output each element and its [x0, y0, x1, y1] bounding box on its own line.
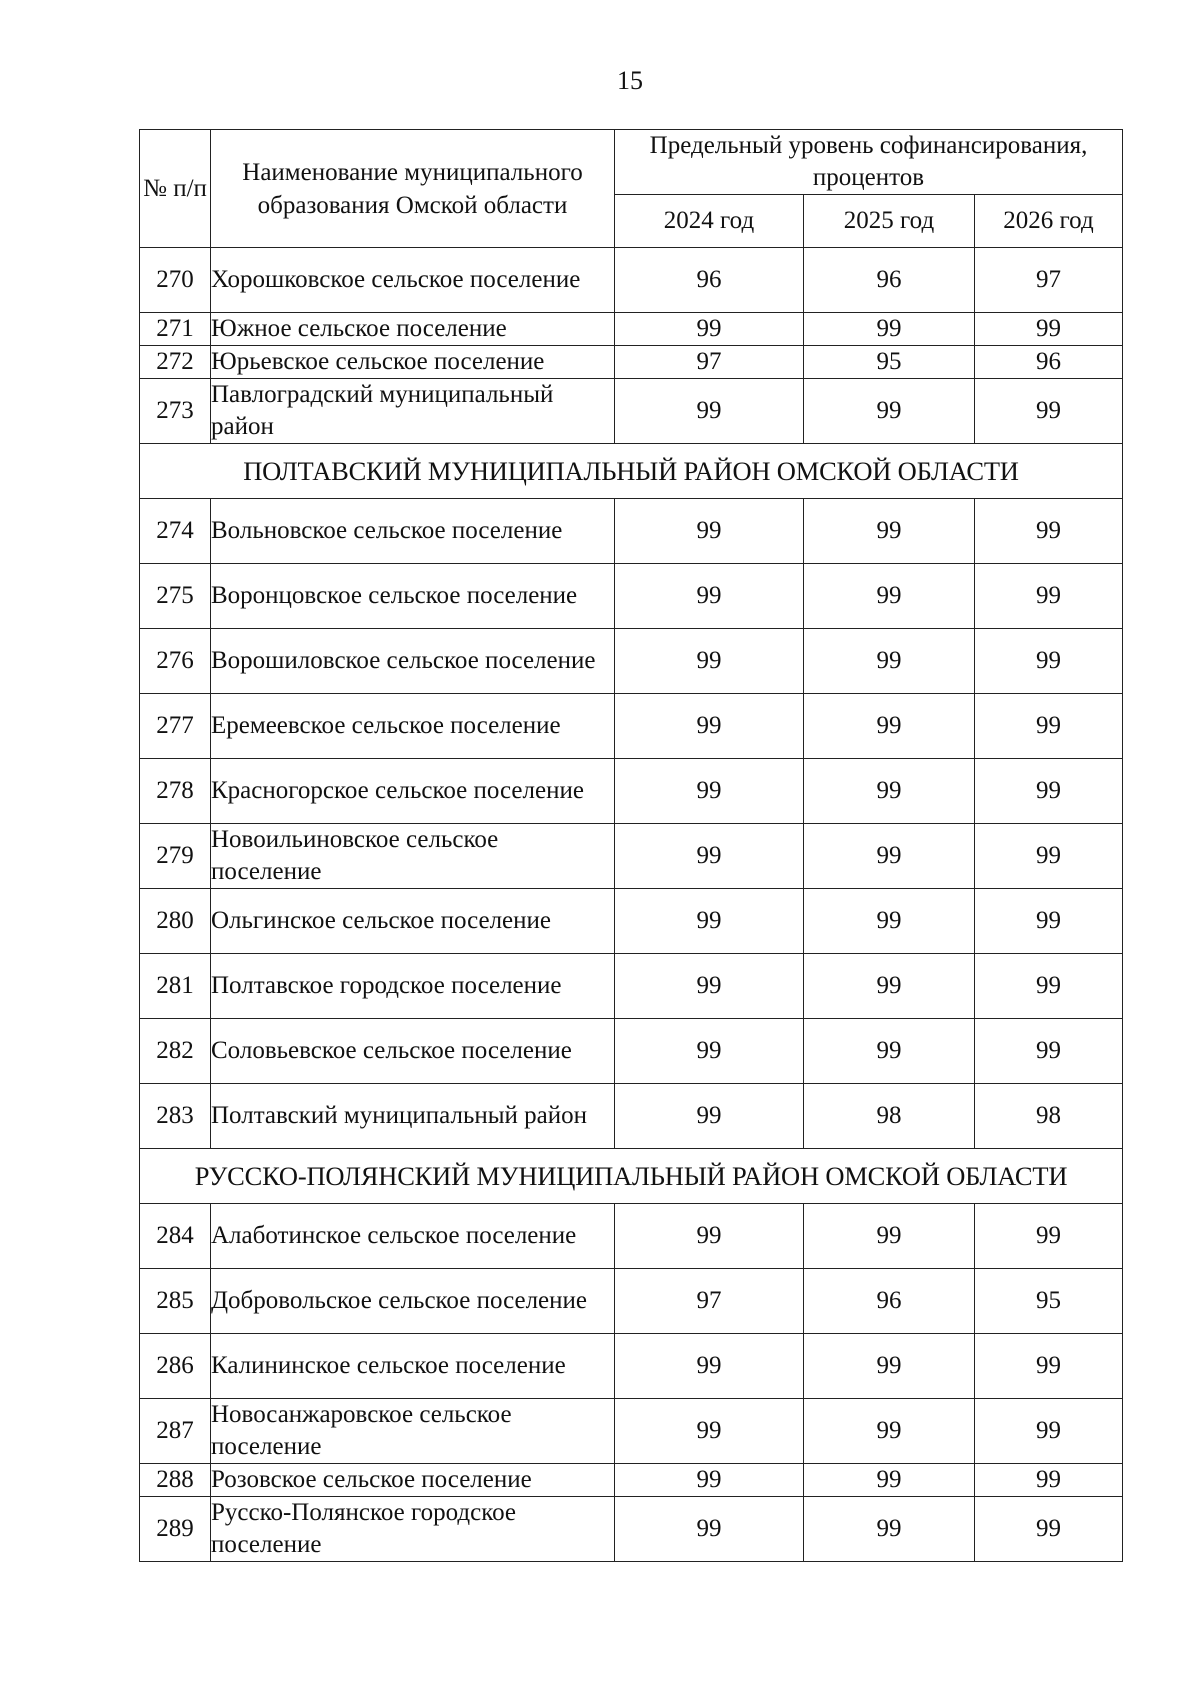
value-2024: 99	[615, 313, 804, 346]
value-2026: 99	[975, 694, 1123, 759]
value-2026: 99	[975, 824, 1123, 889]
value-2025: 99	[804, 313, 975, 346]
row-number: 281	[140, 954, 211, 1019]
municipality-name: Ольгинское сельское поселение	[211, 889, 615, 954]
value-2025: 98	[804, 1084, 975, 1149]
municipality-name: Соловьевское сельское поселение	[211, 1019, 615, 1084]
value-2024: 99	[615, 1019, 804, 1084]
value-2024: 99	[615, 954, 804, 1019]
value-2024: 96	[615, 248, 804, 313]
value-2024: 97	[615, 346, 804, 379]
value-2025: 99	[804, 379, 975, 444]
value-2026: 99	[975, 1399, 1123, 1464]
value-2026: 99	[975, 499, 1123, 564]
header-year-2026: 2026 год	[975, 195, 1123, 248]
table-row	[140, 1019, 1123, 1084]
table-row	[140, 954, 1123, 1019]
value-2026: 99	[975, 629, 1123, 694]
value-2024: 99	[615, 694, 804, 759]
municipality-name: Новоильиновское сельское поселение	[211, 824, 615, 889]
table-row	[140, 694, 1123, 759]
municipality-name: Хорошковское сельское поселение	[211, 248, 615, 313]
value-2024: 99	[615, 629, 804, 694]
value-2025: 99	[804, 1497, 975, 1562]
table-row	[140, 313, 1123, 346]
value-2024: 99	[615, 1334, 804, 1399]
value-2026: 98	[975, 1084, 1123, 1149]
row-number: 286	[140, 1334, 211, 1399]
row-number: 270	[140, 248, 211, 313]
row-number: 278	[140, 759, 211, 824]
municipality-name: Добровольское сельское поселение	[211, 1269, 615, 1334]
municipality-name: Полтавский муниципальный район	[211, 1084, 615, 1149]
row-number: 283	[140, 1084, 211, 1149]
value-2026: 96	[975, 346, 1123, 379]
value-2026: 97	[975, 248, 1123, 313]
table-row	[140, 889, 1123, 954]
municipality-name: Русско-Полянское городское поселение	[211, 1497, 615, 1562]
row-number: 288	[140, 1464, 211, 1497]
value-2026: 99	[975, 313, 1123, 346]
municipality-name: Еремеевское сельское поселение	[211, 694, 615, 759]
table-row	[140, 1497, 1123, 1562]
value-2025: 99	[804, 1464, 975, 1497]
value-2025: 99	[804, 1204, 975, 1269]
value-2025: 99	[804, 824, 975, 889]
table-row	[140, 1204, 1123, 1269]
row-number: 280	[140, 889, 211, 954]
value-2025: 99	[804, 1019, 975, 1084]
row-number: 276	[140, 629, 211, 694]
row-number: 272	[140, 346, 211, 379]
header-year-2024: 2024 год	[615, 195, 804, 248]
value-2024: 99	[615, 1497, 804, 1562]
value-2026: 99	[975, 889, 1123, 954]
table-row	[140, 499, 1123, 564]
row-number: 279	[140, 824, 211, 889]
row-number: 275	[140, 564, 211, 629]
value-2026: 99	[975, 1019, 1123, 1084]
value-2024: 99	[615, 1399, 804, 1464]
value-2024: 99	[615, 1204, 804, 1269]
table-row	[140, 759, 1123, 824]
row-number: 287	[140, 1399, 211, 1464]
municipality-name: Красногорское сельское поселение	[211, 759, 615, 824]
municipality-name: Воронцовское сельское поселение	[211, 564, 615, 629]
value-2025: 99	[804, 1399, 975, 1464]
value-2026: 99	[975, 379, 1123, 444]
municipality-name: Ворошиловское сельское поселение	[211, 629, 615, 694]
section-title: РУССКО-ПОЛЯНСКИЙ МУНИЦИПАЛЬНЫЙ РАЙОН ОМСКОЙ ОБЛАСТИ	[140, 1149, 1123, 1204]
table-row	[140, 248, 1123, 313]
value-2024: 99	[615, 499, 804, 564]
value-2026: 99	[975, 564, 1123, 629]
table-row	[140, 379, 1123, 444]
value-2024: 99	[615, 889, 804, 954]
header-cofinancing-level: Предельный уровень софинансирования, процентов	[615, 130, 1123, 195]
table-row	[140, 824, 1123, 889]
cofinancing-table	[139, 129, 1123, 1562]
municipality-name: Павлоградский муниципальный район	[211, 379, 615, 444]
municipality-name: Юрьевское сельское поселение	[211, 346, 615, 379]
value-2025: 99	[804, 889, 975, 954]
table-row	[140, 1399, 1123, 1464]
municipality-name: Полтавское городское поселение	[211, 954, 615, 1019]
value-2025: 99	[804, 694, 975, 759]
header-year-2025: 2025 год	[804, 195, 975, 248]
value-2025: 95	[804, 346, 975, 379]
value-2026: 95	[975, 1269, 1123, 1334]
table-row	[140, 564, 1123, 629]
value-2026: 99	[975, 1204, 1123, 1269]
row-number: 277	[140, 694, 211, 759]
municipality-name: Новосанжаровское сельское поселение	[211, 1399, 615, 1464]
value-2026: 99	[975, 1334, 1123, 1399]
value-2024: 99	[615, 564, 804, 629]
value-2024: 99	[615, 759, 804, 824]
table-row	[140, 1269, 1123, 1334]
value-2025: 99	[804, 759, 975, 824]
municipality-name: Южное сельское поселение	[211, 313, 615, 346]
value-2026: 99	[975, 954, 1123, 1019]
section-row	[140, 444, 1123, 499]
value-2025: 96	[804, 248, 975, 313]
row-number: 271	[140, 313, 211, 346]
value-2026: 99	[975, 1497, 1123, 1562]
value-2025: 99	[804, 1334, 975, 1399]
value-2025: 96	[804, 1269, 975, 1334]
value-2024: 99	[615, 824, 804, 889]
value-2026: 99	[975, 759, 1123, 824]
row-number: 282	[140, 1019, 211, 1084]
table-row	[140, 1464, 1123, 1497]
value-2025: 99	[804, 499, 975, 564]
municipality-name: Розовское сельское поселение	[211, 1464, 615, 1497]
value-2025: 99	[804, 629, 975, 694]
table-row	[140, 1334, 1123, 1399]
value-2025: 99	[804, 564, 975, 629]
value-2024: 97	[615, 1269, 804, 1334]
municipality-name: Калининское сельское поселение	[211, 1334, 615, 1399]
section-title: ПОЛТАВСКИЙ МУНИЦИПАЛЬНЫЙ РАЙОН ОМСКОЙ ОБЛАСТИ	[140, 444, 1123, 499]
value-2024: 99	[615, 379, 804, 444]
municipality-name: Алаботинское сельское поселение	[211, 1204, 615, 1269]
value-2024: 99	[615, 1464, 804, 1497]
value-2025: 99	[804, 954, 975, 1019]
header-number: № п/п	[140, 130, 211, 248]
header-name: Наименование муниципального образования Омской области	[211, 130, 615, 248]
section-row	[140, 1149, 1123, 1204]
value-2026: 99	[975, 1464, 1123, 1497]
table-row	[140, 346, 1123, 379]
table-row	[140, 629, 1123, 694]
value-2024: 99	[615, 1084, 804, 1149]
page-number: 15	[617, 66, 643, 95]
row-number: 273	[140, 379, 211, 444]
row-number: 274	[140, 499, 211, 564]
row-number: 285	[140, 1269, 211, 1334]
table-body	[140, 248, 1123, 1562]
row-number: 284	[140, 1204, 211, 1269]
municipality-name: Вольновское сельское поселение	[211, 499, 615, 564]
table-row	[140, 1084, 1123, 1149]
row-number: 289	[140, 1497, 211, 1562]
